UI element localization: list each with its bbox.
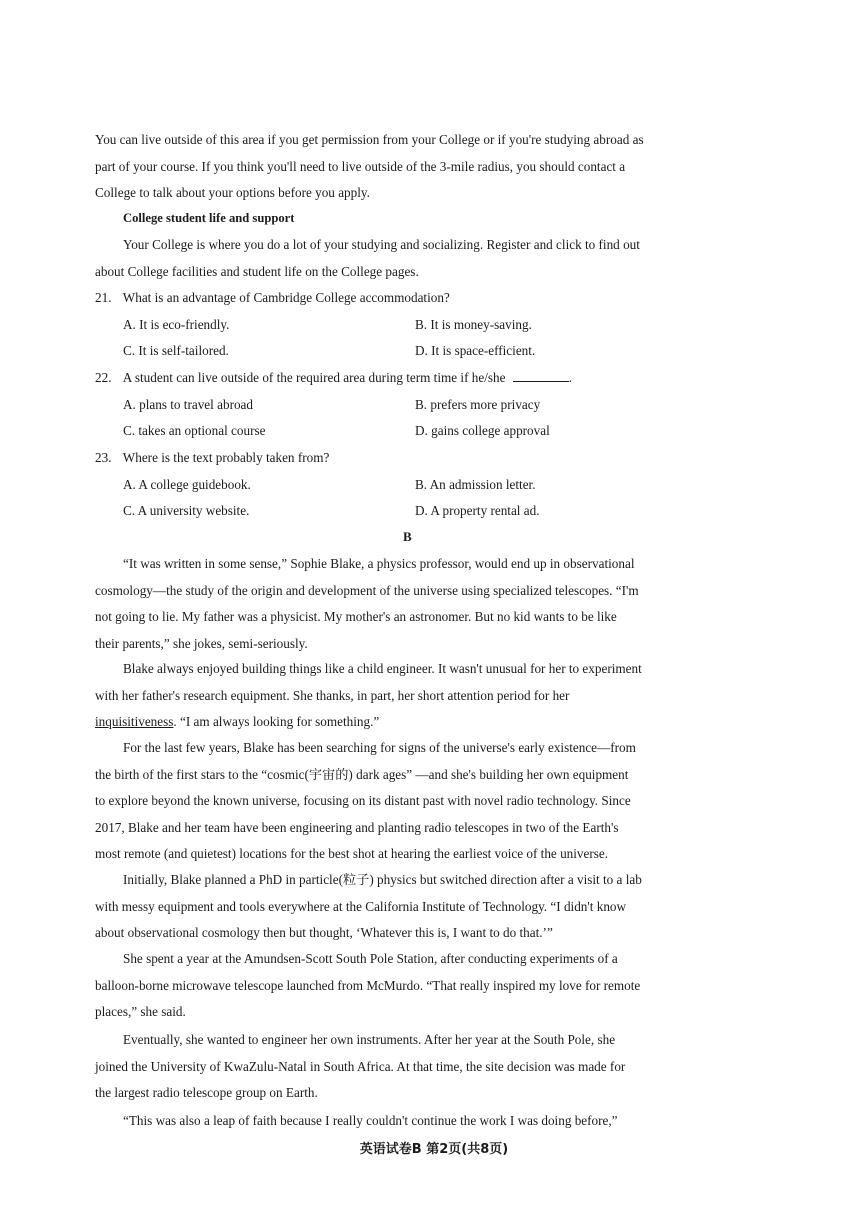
text-line: their parents,” she jokes, semi-seriously. [95,635,308,651]
text-line: to explore beyond the known universe, focusing on its distant past with novel radio technology. Since [95,793,631,808]
text-line [95,709,725,736]
question-stem: Where is the text probably taken from? [122,450,330,465]
question-number: 23. [95,450,112,465]
text-line: For the last few years, Blake has been searching for signs of the universe's early existence—from [123,740,636,755]
question-22 [95,368,572,388]
question-stem: A student can live outside of the required area during term time if he/she [122,370,506,385]
question-number: 21. [95,290,112,305]
question-stem: What is an advantage of Cambridge College accommodation? [122,290,450,305]
text-line: Your College is where you do a lot of your studying and socializing. Register and click to find out [123,237,640,252]
text-line: about observational cosmology then but thought, ‘Whatever this is, I want to do that.’” [95,925,553,940]
passage-b-p4 [95,867,725,947]
question-number: 22. [95,370,112,385]
passage-b-p5 [95,946,725,1026]
option-23-c[interactable]: C. A university website. [123,503,250,518]
passage-b-p6 [95,1027,725,1107]
text-line: joined the University of KwaZulu-Natal in South Africa. At that time, the site decision was made for [95,1058,626,1074]
underlined-word: inquisitiveness [95,714,174,729]
text-line: College to talk about your options before you apply. [95,185,370,200]
option-21-c[interactable]: C. It is self-tailored. [123,343,229,358]
text-line: balloon-borne microwave telescope launched from McMurdo. “That really inspired my love for remote [95,977,641,993]
text-line: not going to lie. My father was a physicist. My mother's an astronomer. But no kid wants to be like [95,609,617,624]
text-line: Blake always enjoyed building things like a child engineer. It wasn't unusual for her to experiment [123,661,642,676]
passage-b-p7 [95,1108,725,1135]
passage-b-p2 [95,656,725,736]
text-line: with her father's research equipment. She thanks, in part, her short attention period for her [95,687,570,703]
text-line: 2017, Blake and her team have been engineering and planting radio telescopes in two of the Earth's [95,819,619,835]
text-line: most remote (and quietest) locations for the best shot at hearing the earliest voice of the universe. [95,846,609,861]
option-22-d[interactable]: D. gains college approval [415,423,550,438]
text-line: You can live outside of this area if you get permission from your College or if you're studying abroad as [95,132,644,147]
passage-a-intro [95,127,725,207]
answer-blank[interactable] [513,369,569,382]
option-22-b[interactable]: B. prefers more privacy [415,397,541,412]
option-22-a[interactable]: A. plans to travel abroad [123,397,254,412]
passage-b-p1 [95,551,725,657]
text-line: “This was also a leap of faith because I really couldn't continue the work I was doing before,” [123,1113,618,1128]
text-line: Eventually, she wanted to engineer her own instruments. After her year at the South Pole, she [123,1032,616,1047]
option-21-a[interactable]: A. It is eco-friendly. [123,317,230,332]
option-23-a[interactable]: A. A college guidebook. [123,477,251,492]
text-line: cosmology—the study of the origin and development of the universe using specialized telescopes. “I'm [95,582,639,598]
text-line: part of your course. If you think you'll need to live outside of the 3-mile radius, you should contact a [95,158,626,174]
passage-a-support [95,232,725,285]
section-b-label: B [403,529,412,544]
question-stem-end: . [568,370,573,385]
text-line: Initially, Blake planned a PhD in particle(粒子) physics but switched direction after a visit to a lab [123,872,642,887]
passage-b-p3 [95,735,725,868]
option-21-b[interactable]: B. It is money-saving. [415,317,532,332]
text-line: She spent a year at the Amundsen-Scott South Pole Station, after conducting experiments of a [123,951,618,966]
question-21 [95,288,450,308]
option-23-b[interactable]: B. An admission letter. [415,477,536,492]
option-21-d[interactable]: D. It is space-efficient. [415,343,536,358]
option-22-c[interactable]: C. takes an optional course [123,423,266,438]
text-line: with messy equipment and tools everywhere at the California Institute of Technology. “I didn't know [95,898,627,914]
text-line-rest: . “I am always looking for something.” [173,714,380,729]
page-footer: 英语试卷B 第2页(共8页) [359,1142,509,1157]
option-23-d[interactable]: D. A property rental ad. [415,503,540,518]
section-heading: College student life and support [123,211,295,225]
text-line: the largest radio telescope group on Earth. [95,1085,318,1100]
text-line: “It was written in some sense,” Sophie Blake, a physics professor, would end up in observational [123,556,635,571]
question-23 [95,448,329,468]
text-line: places,” she said. [95,1004,186,1019]
text-line: the birth of the first stars to the “cosmic(宇宙的) dark ages” —and she's building her own equipment [95,766,629,782]
text-line: about College facilities and student life on the College pages. [95,263,419,279]
